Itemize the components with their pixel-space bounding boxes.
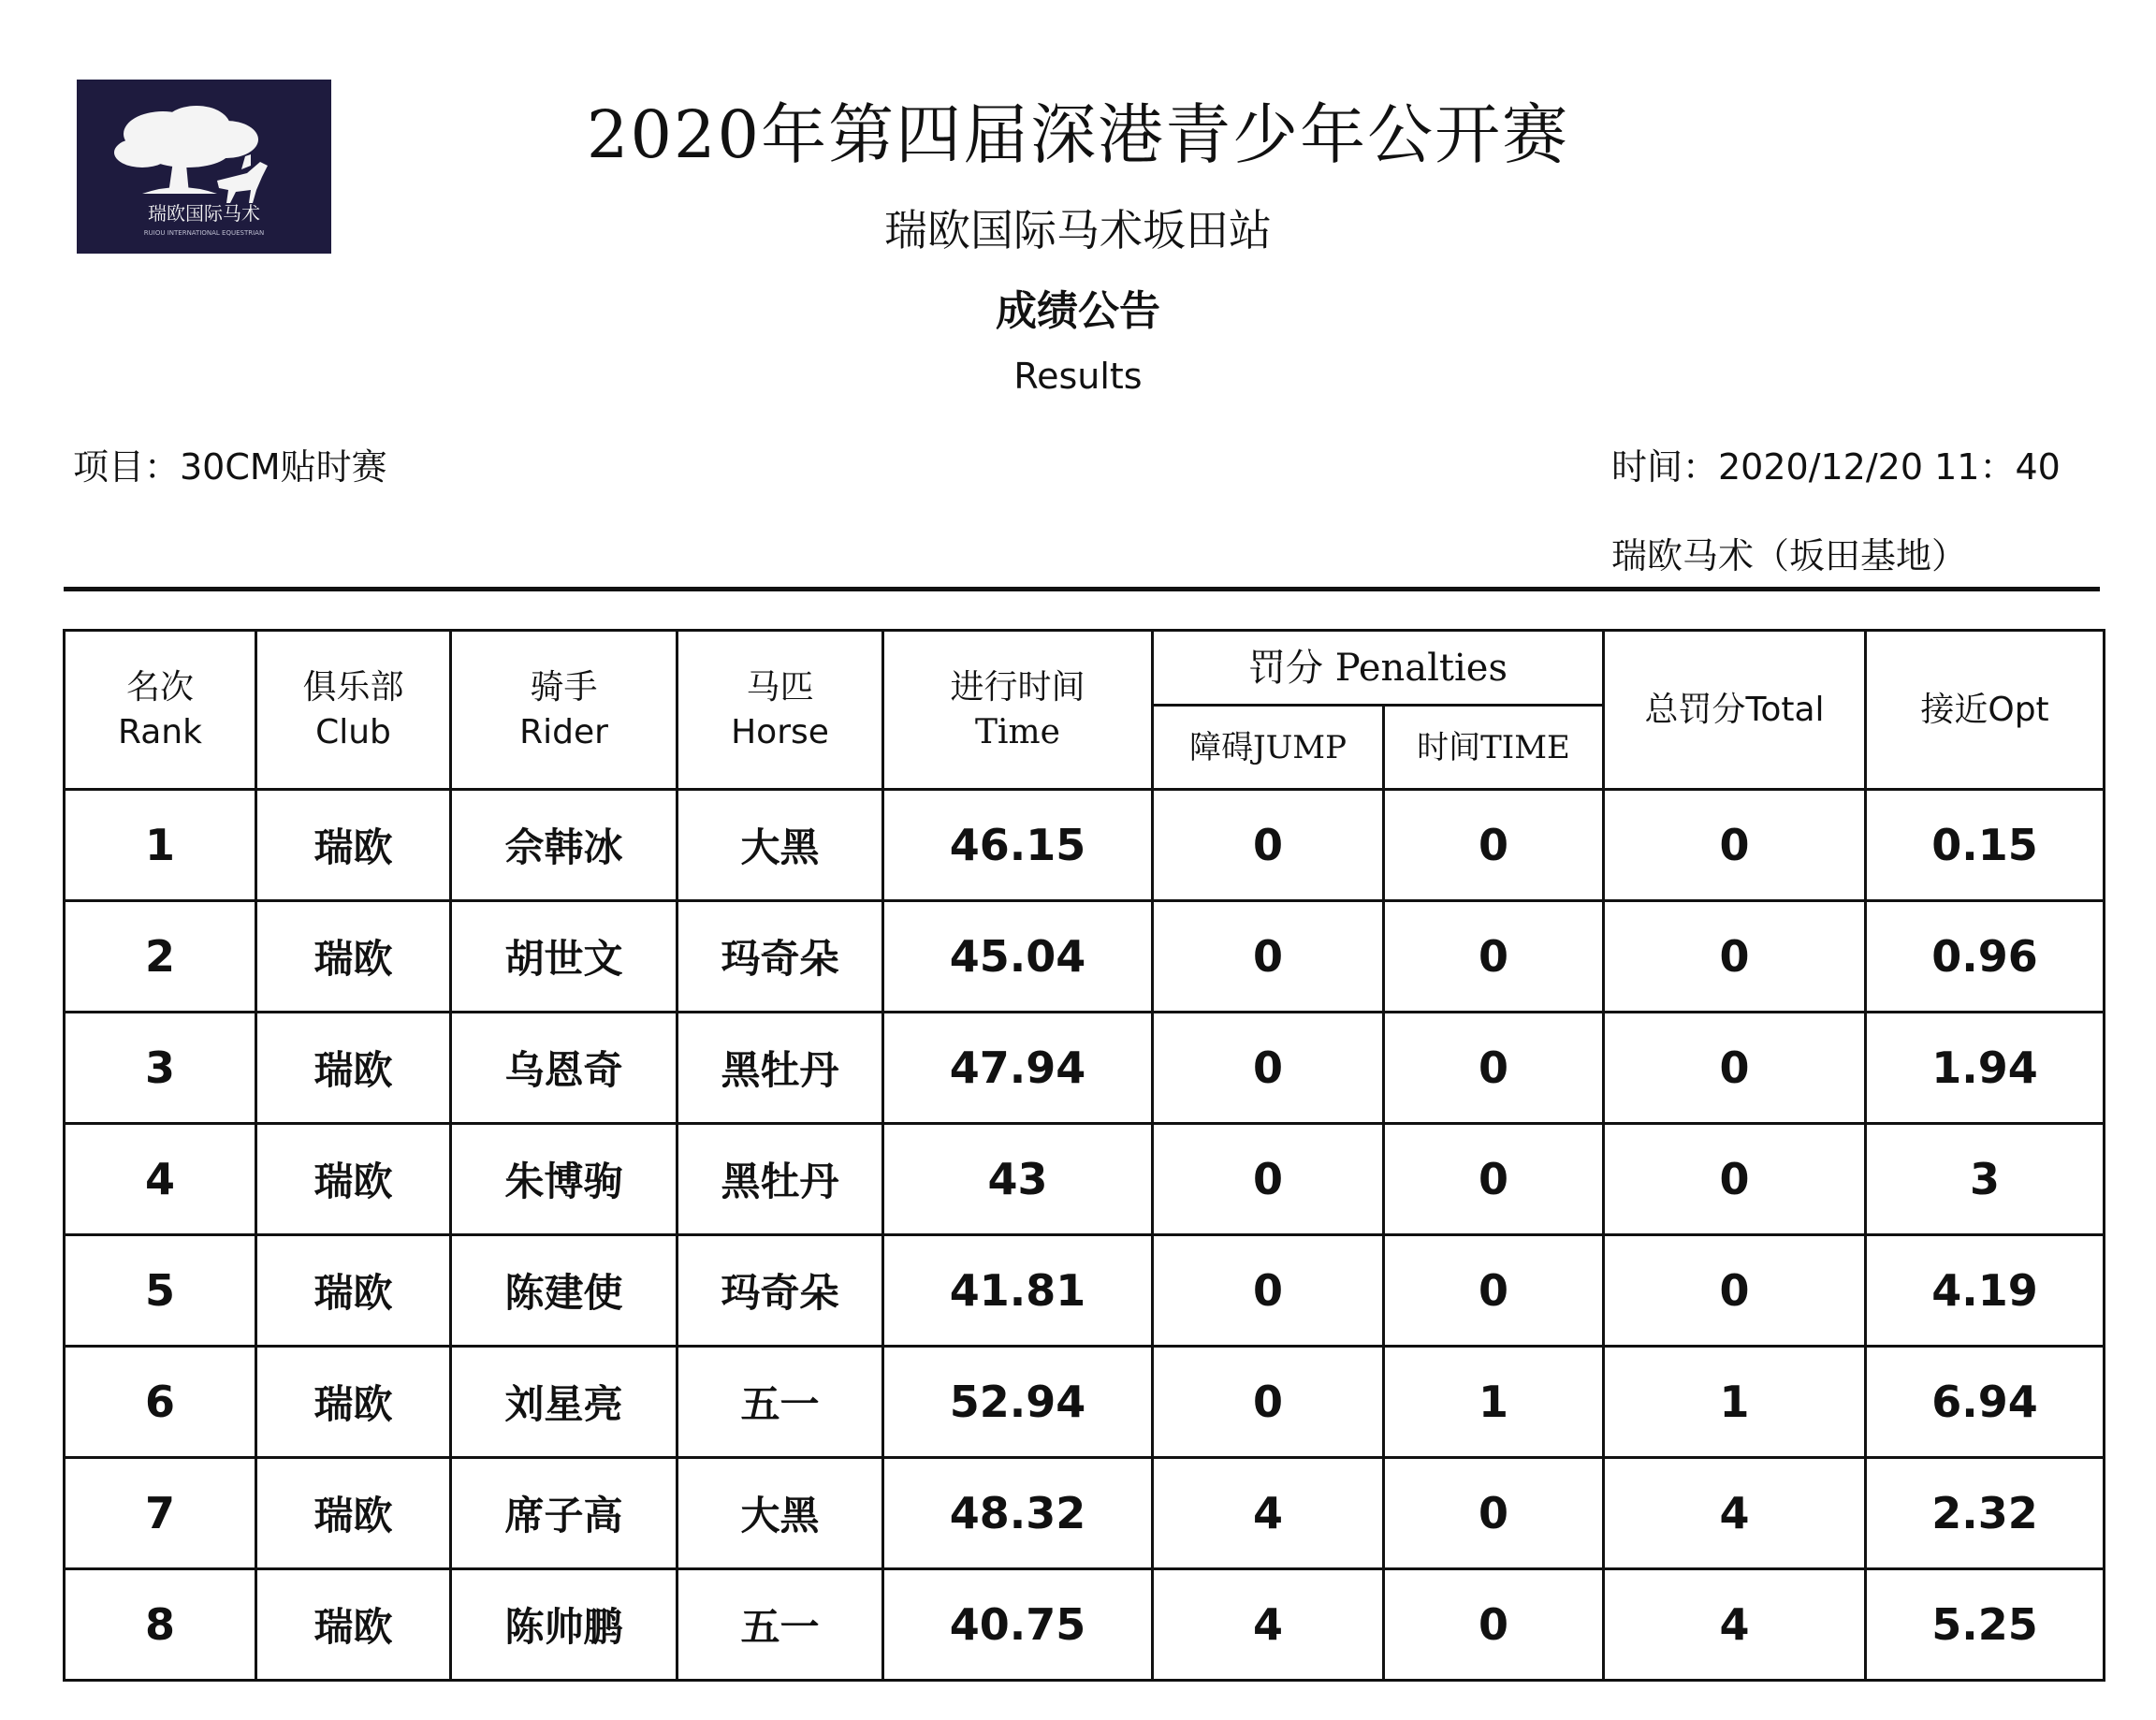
cell-club: 瑞欧 (256, 1569, 451, 1681)
cell-horse: 大黑 (677, 1458, 883, 1569)
cell-jump: 0 (1153, 1013, 1384, 1124)
cell-time: 43 (883, 1124, 1153, 1235)
cell-rank: 7 (65, 1458, 256, 1569)
cell-jump: 0 (1153, 790, 1384, 901)
datetime-label: 时间：2020/12/20 11：40 (1611, 446, 2061, 488)
cell-rank: 6 (65, 1347, 256, 1458)
cell-jump: 0 (1153, 1124, 1384, 1235)
cell-opt: 2.32 (1866, 1458, 2105, 1569)
cell-opt: 0.96 (1866, 901, 2105, 1013)
cell-horse: 五一 (677, 1569, 883, 1681)
table-row (65, 1347, 2105, 1458)
cell-time: 45.04 (883, 901, 1153, 1013)
cell-time-penalty: 0 (1384, 901, 1604, 1013)
cell-rider: 席子高 (451, 1458, 677, 1569)
page-subtitle: 瑞欧国际马术坂田站 (884, 205, 1272, 255)
cell-jump: 0 (1153, 1235, 1384, 1347)
table-row (65, 1013, 2105, 1124)
cell-time-penalty: 0 (1384, 1569, 1604, 1681)
logo-subtext: RUIOU INTERNATIONAL EQUESTRIAN (143, 229, 265, 237)
table-row (65, 1124, 2105, 1235)
cell-time-penalty: 1 (1384, 1347, 1604, 1458)
cell-jump: 0 (1153, 1347, 1384, 1458)
cell-rank: 5 (65, 1235, 256, 1347)
cell-horse: 黑牡丹 (677, 1124, 883, 1235)
logo-text: 瑞欧国际马术 (148, 202, 260, 225)
col-club: 俱乐部 Club (256, 631, 451, 790)
page-title: 2020年第四届深港青少年公开赛 (586, 96, 1570, 173)
cell-rider: 刘星亮 (451, 1347, 677, 1458)
header-divider (64, 587, 2100, 591)
table-row (65, 1458, 2105, 1569)
col-time-penalty: 时间TIME (1384, 706, 1604, 790)
col-penalties: 罚分 Penalties (1153, 631, 1604, 706)
col-opt: 接近Opt (1866, 631, 2105, 790)
cell-total: 0 (1604, 901, 1866, 1013)
cell-time-penalty: 0 (1384, 1235, 1604, 1347)
cell-opt: 0.15 (1866, 790, 2105, 901)
cell-rank: 4 (65, 1124, 256, 1235)
cell-opt: 3 (1866, 1124, 2105, 1235)
cell-time: 47.94 (883, 1013, 1153, 1124)
results-table (63, 629, 2105, 1682)
cell-time: 40.75 (883, 1569, 1153, 1681)
cell-club: 瑞欧 (256, 1235, 451, 1347)
cell-club: 瑞欧 (256, 1458, 451, 1569)
cell-horse: 玛奇朵 (677, 901, 883, 1013)
cell-time-penalty: 0 (1384, 1013, 1604, 1124)
cell-rank: 1 (65, 790, 256, 901)
cell-total: 4 (1604, 1569, 1866, 1681)
cell-horse: 黑牡丹 (677, 1013, 883, 1124)
cell-total: 4 (1604, 1458, 1866, 1569)
results-heading-cn: 成绩公告 (996, 287, 1160, 335)
cell-club: 瑞欧 (256, 901, 451, 1013)
cell-club: 瑞欧 (256, 790, 451, 901)
cell-total: 0 (1604, 1124, 1866, 1235)
col-horse: 马匹 Horse (677, 631, 883, 790)
cell-club: 瑞欧 (256, 1124, 451, 1235)
cell-total: 1 (1604, 1347, 1866, 1458)
cell-total: 0 (1604, 790, 1866, 901)
col-time: 进行时间 Time (883, 631, 1153, 790)
cell-opt: 6.94 (1866, 1347, 2105, 1458)
col-total: 总罚分Total (1604, 631, 1866, 790)
venue-label: 瑞欧马术（坂田基地） (1611, 535, 1968, 576)
cell-time: 46.15 (883, 790, 1153, 901)
cell-opt: 5.25 (1866, 1569, 2105, 1681)
cell-time-penalty: 0 (1384, 1458, 1604, 1569)
cell-rider: 陈建使 (451, 1235, 677, 1347)
table-row (65, 1235, 2105, 1347)
cell-rank: 2 (65, 901, 256, 1013)
cell-time: 41.81 (883, 1235, 1153, 1347)
event-label: 项目：30CM贴时赛 (73, 446, 387, 488)
cell-time-penalty: 0 (1384, 1124, 1604, 1235)
cell-jump: 0 (1153, 901, 1384, 1013)
cell-time-penalty: 0 (1384, 790, 1604, 901)
cell-rider: 陈帅鹏 (451, 1569, 677, 1681)
cell-rank: 3 (65, 1013, 256, 1124)
cell-rider: 佘韩冰 (451, 790, 677, 901)
cell-horse: 五一 (677, 1347, 883, 1458)
results-heading-en: Results (1013, 356, 1143, 397)
cell-opt: 4.19 (1866, 1235, 2105, 1347)
table-row (65, 790, 2105, 901)
table-row (65, 1569, 2105, 1681)
cell-time: 52.94 (883, 1347, 1153, 1458)
cell-jump: 4 (1153, 1569, 1384, 1681)
cell-rider: 胡世文 (451, 901, 677, 1013)
table-body (65, 790, 2105, 1681)
cell-time: 48.32 (883, 1458, 1153, 1569)
cell-horse: 大黑 (677, 790, 883, 901)
cell-rider: 朱博驹 (451, 1124, 677, 1235)
cell-rider: 乌恩奇 (451, 1013, 677, 1124)
col-jump: 障碍JUMP (1153, 706, 1384, 790)
cell-club: 瑞欧 (256, 1013, 451, 1124)
cell-jump: 4 (1153, 1458, 1384, 1569)
cell-horse: 玛奇朵 (677, 1235, 883, 1347)
cell-opt: 1.94 (1866, 1013, 2105, 1124)
table-row (65, 901, 2105, 1013)
table-header (65, 631, 2105, 790)
col-rider: 骑手 Rider (451, 631, 677, 790)
cell-total: 0 (1604, 1013, 1866, 1124)
col-rank: 名次 Rank (65, 631, 256, 790)
cell-club: 瑞欧 (256, 1347, 451, 1458)
cell-rank: 8 (65, 1569, 256, 1681)
cell-total: 0 (1604, 1235, 1866, 1347)
